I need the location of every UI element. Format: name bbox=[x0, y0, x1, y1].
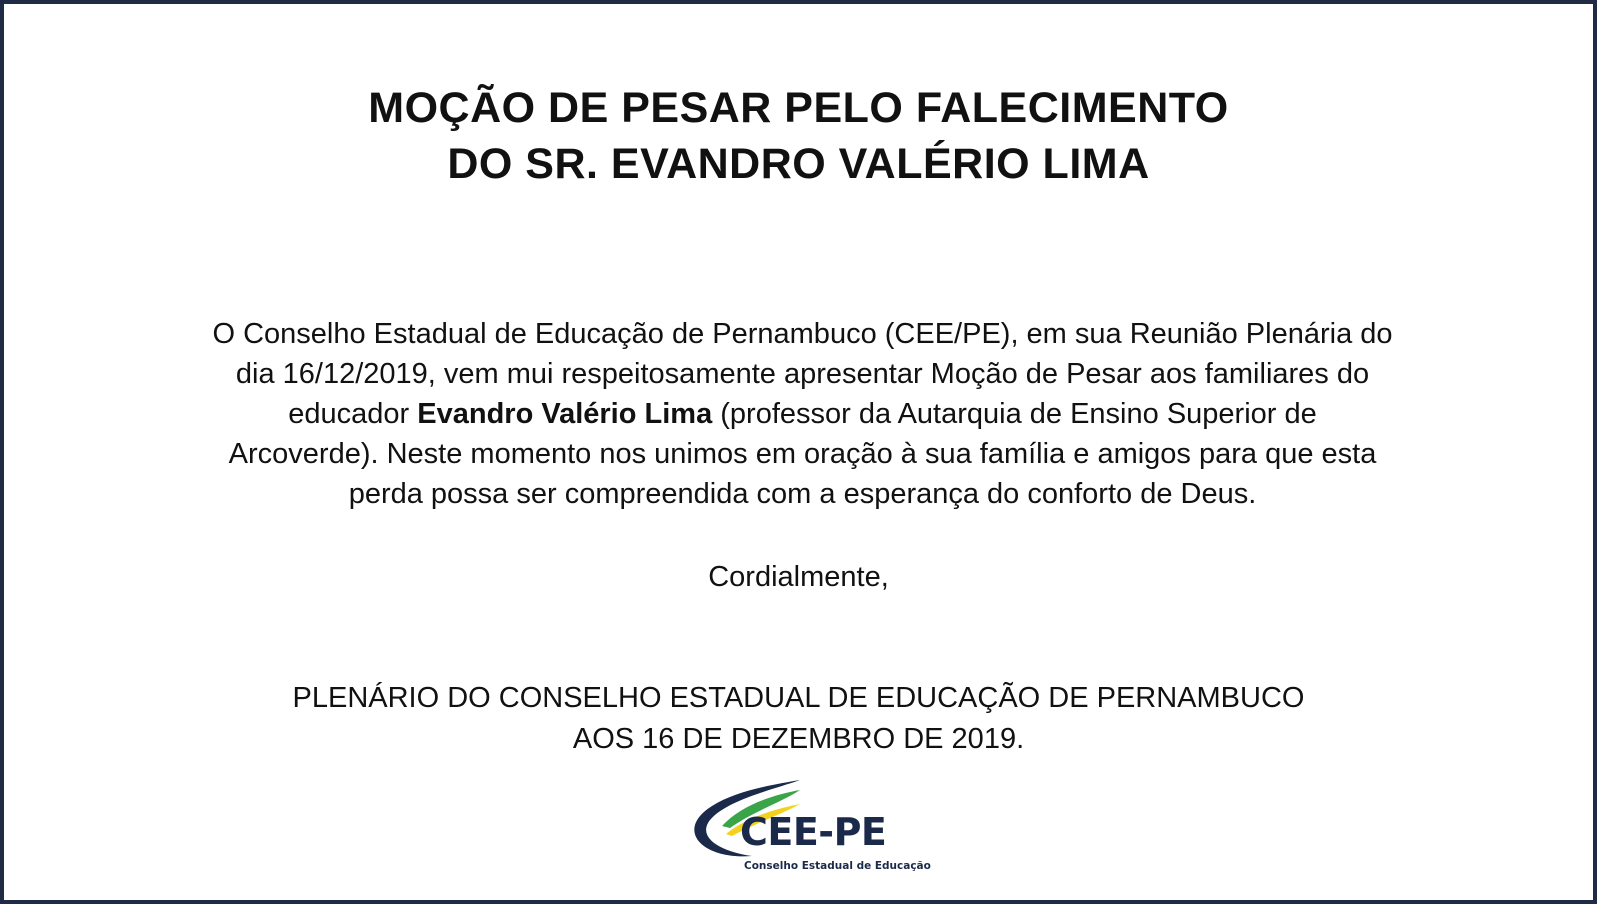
body-line-1: O Conselho Estadual de Educação de Pernambuco (CEE/PE), em sua Reunião Plenária do bbox=[212, 318, 1393, 350]
closing-salutation: Cordialmente, bbox=[708, 561, 889, 593]
title-line-1: MOÇÃO DE PESAR PELO FALECIMENTO bbox=[368, 84, 1229, 132]
title-line-2: DO SR. EVANDRO VALÉRIO LIMA bbox=[447, 140, 1150, 188]
cee-pe-logo bbox=[682, 780, 931, 890]
educator-name: Evandro Valério Lima bbox=[417, 398, 713, 430]
signature-block bbox=[4, 678, 1593, 760]
logo-wordmark: CEE-PE bbox=[740, 810, 887, 854]
body-line-3-pre: educador bbox=[288, 398, 418, 430]
footer-line-2: AOS 16 DE DEZEMBRO DE 2019. bbox=[572, 723, 1025, 755]
body-line-3 bbox=[132, 394, 1473, 434]
document-title bbox=[4, 80, 1593, 192]
body-line-2: dia 16/12/2019, vem mui respeitosamente apresentar Moção de Pesar aos familiares do bbox=[235, 358, 1370, 390]
footer-line-1: PLENÁRIO DO CONSELHO ESTADUAL DE EDUCAÇÃO DE PERNAMBUCO bbox=[292, 682, 1305, 714]
body-line-4: Arcoverde). Neste momento nos unimos em oração à sua família e amigos para que esta bbox=[228, 438, 1377, 470]
body-paragraph bbox=[132, 314, 1473, 514]
body-line-5: perda possa ser compreendida com a esperança do conforto de Deus. bbox=[348, 478, 1257, 510]
logo-subtitle: Conselho Estadual de Educação bbox=[744, 860, 931, 872]
body-line-3-post: (professor da Autarquia de Ensino Superior de bbox=[712, 398, 1317, 430]
